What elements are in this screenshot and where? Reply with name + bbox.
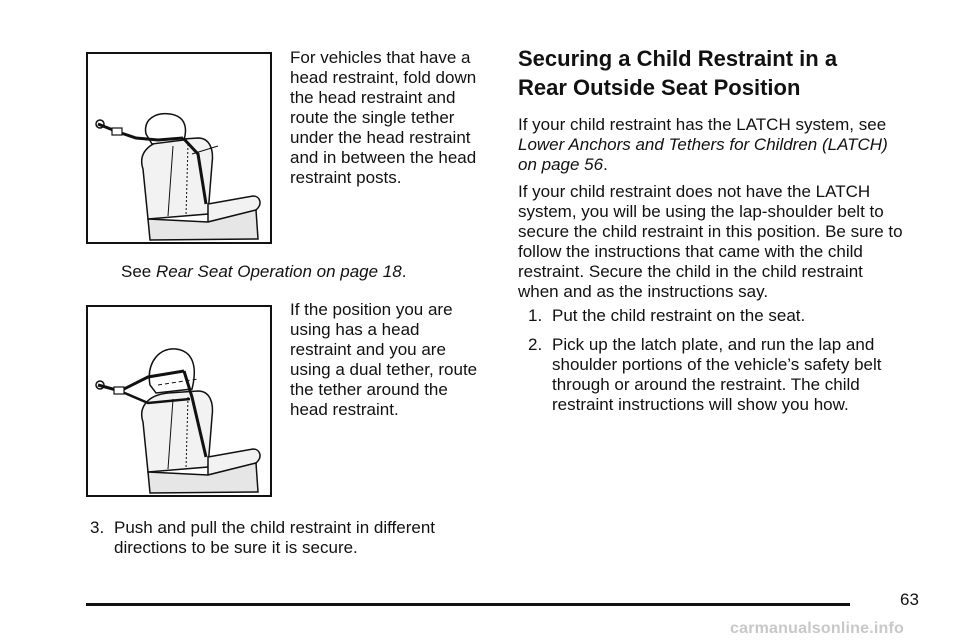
step-1-number: 1. xyxy=(528,306,543,325)
para1-prefix: If your child restraint has the LATCH system, see xyxy=(518,115,887,134)
lap-shoulder-paragraph: If your child restraint does not have the LATCH system, you will be using the lap-shoulder belt to secure the child restraint in this position. Be sure to follow the instructions that came with the child restraint. Secure the child in the child restraint when and as the instructions say. xyxy=(518,182,903,301)
seat-dual-tether-drawing xyxy=(88,307,270,495)
see-prefix: See xyxy=(121,262,156,281)
fig1-caption: For vehicles that have a head restraint, fold down the head restraint and route the single tether under the head restraint and in between the head restraint posts. xyxy=(290,48,477,187)
dual-tether-illustration xyxy=(86,305,272,497)
step-3-text: Push and pull the child restraint in different directions to be sure it is secure. xyxy=(114,518,435,557)
see-reference xyxy=(121,262,406,282)
seat-single-tether-drawing xyxy=(88,54,270,242)
section-heading: Securing a Child Restraint in a Rear Outside Seat Position xyxy=(518,46,838,100)
step-1-text: Put the child restraint on the seat. xyxy=(552,306,806,325)
step-3-number: 3. xyxy=(90,518,105,537)
footer-rule xyxy=(86,603,850,606)
rear-seat-operation-link[interactable]: Rear Seat Operation on page 18 xyxy=(155,262,402,281)
watermark: carmanualsonline.info xyxy=(730,620,905,637)
step-2-number: 2. xyxy=(528,335,543,354)
step-2-text: Pick up the latch plate, and run the lap and shoulder portions of the vehicle’s safety belt through or around the restraint. The child restraint instructions will show you how. xyxy=(552,335,882,414)
list-item xyxy=(528,335,908,415)
right-steps-list xyxy=(528,306,908,424)
single-tether-illustration xyxy=(86,52,272,244)
list-item xyxy=(528,306,908,326)
latch-link[interactable]: Lower Anchors and Tethers for Children (LATCH) on page 56 xyxy=(518,135,888,174)
fig2-caption: If the position you are using has a head restraint and you are using a dual tether, route the tether around the head restraint. xyxy=(290,300,478,419)
step-3 xyxy=(90,518,475,558)
latch-reference-paragraph xyxy=(518,115,903,175)
see-suffix: . xyxy=(401,262,407,281)
page-number: 63 xyxy=(900,590,919,609)
para1-suffix: . xyxy=(603,155,608,174)
